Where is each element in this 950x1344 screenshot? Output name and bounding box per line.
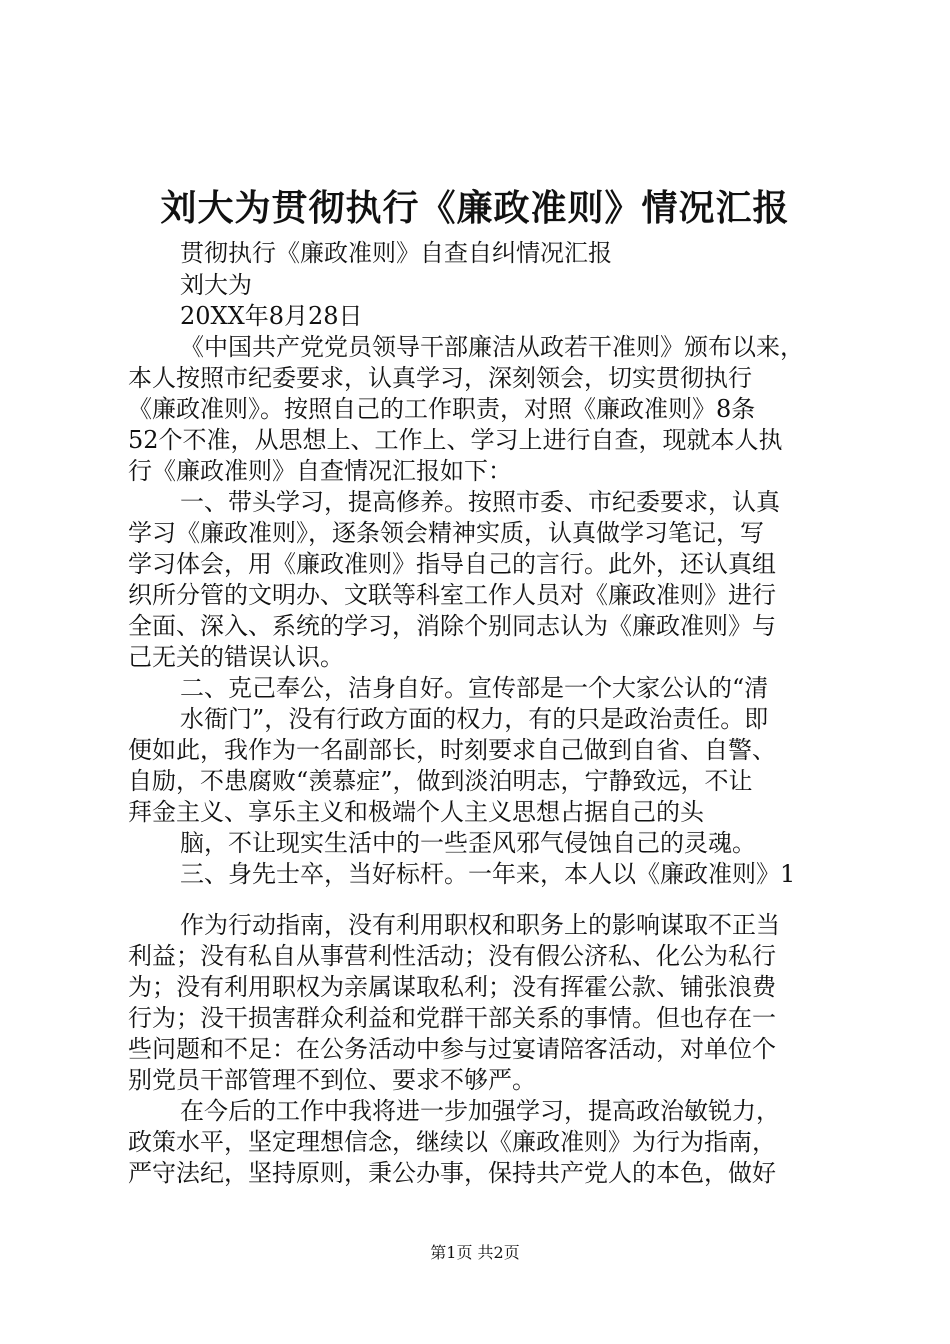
paragraph-line: 二、克己奉公，洁身自好。宣传部是一个大家公认的“清	[180, 674, 769, 702]
paragraph-line: 拜金主义、享乐主义和极端个人主义思想占据自己的头	[128, 798, 704, 826]
author-line: 刘大为	[180, 271, 252, 299]
paragraph-line: 《廉政准则》。按照自己的工作职责，对照《廉政准则》8条	[128, 395, 756, 423]
paragraph-line: 严守法纪，坚持原则，秉公办事，保持共产党人的本色，做好	[128, 1159, 776, 1187]
paragraph-line: 政策水平，坚定理想信念，继续以《廉政准则》为行为指南，	[128, 1128, 776, 1156]
paragraph-line: 一、带头学习，提高修养。按照市委、市纪委要求，认真	[180, 488, 780, 516]
subtitle-line: 贯彻执行《廉政准则》自查自纠情况汇报	[180, 239, 612, 267]
paragraph-line: 己无关的错误认识。	[128, 643, 344, 671]
paragraph-line: 学习体会，用《廉政准则》指导自己的言行。此外，还认真组	[128, 550, 776, 578]
paragraph-line: 些问题和不足：在公务活动中参与过宴请陪客活动，对单位个	[128, 1035, 776, 1063]
paragraph-line: 本人按照市纪委要求，认真学习，深刻领会，切实贯彻执行	[128, 364, 752, 392]
document-title: 刘大为贯彻执行《廉政准则》情况汇报	[160, 187, 790, 229]
paragraph-line: 便如此，我作为一名副部长，时刻要求自己做到自省、自警、	[128, 736, 776, 764]
paragraph-line: 行《廉政准则》自查情况汇报如下：	[128, 457, 512, 485]
paragraph-line: 脑，不让现实生活中的一些歪风邪气侵蚀自己的灵魂。	[180, 829, 756, 857]
paragraph-line: 行为；没干损害群众利益和党群干部关系的事情。但也存在一	[128, 1004, 776, 1032]
date-line: 20XX年8月28日	[180, 302, 363, 330]
paragraph-line: 全面、深入、系统的学习，消除个别同志认为《廉政准则》与	[128, 612, 776, 640]
page-footer: 第1页 共2页	[430, 1243, 520, 1262]
paragraph-line: 利益；没有私自从事营利性活动；没有假公济私、化公为私行	[128, 942, 776, 970]
paragraph-line: 为；没有利用职权为亲属谋取私利；没有挥霍公款、铺张浪费	[128, 973, 776, 1001]
paragraph-line: 别党员干部管理不到位、要求不够严。	[128, 1066, 536, 1094]
paragraph-line: 作为行动指南，没有利用职权和职务上的影响谋取不正当	[180, 911, 780, 939]
paragraph-line: 织所分管的文明办、文联等科室工作人员对《廉政准则》进行	[128, 581, 776, 609]
paragraph-line: 学习《廉政准则》，逐条领会精神实质，认真做学习笔记，写	[128, 519, 764, 547]
paragraph-line: 52个不准，从思想上、工作上、学习上进行自查，现就本人执	[128, 426, 783, 454]
paragraph-line: 在今后的工作中我将进一步加强学习，提高政治敏锐力，	[180, 1097, 780, 1125]
paragraph-line: 三、身先士卒，当好标杆。一年来，本人以《廉政准则》1	[180, 860, 796, 888]
paragraph-line: 《中国共产党党员领导干部廉洁从政若干准则》颁布以来，	[180, 333, 804, 361]
paragraph-line: 自励，不患腐败“羡慕症”，做到淡泊明志，宁静致远，不让	[128, 767, 753, 795]
paragraph-line: 水衙门”，没有行政方面的权力，有的只是政治责任。即	[180, 705, 769, 733]
